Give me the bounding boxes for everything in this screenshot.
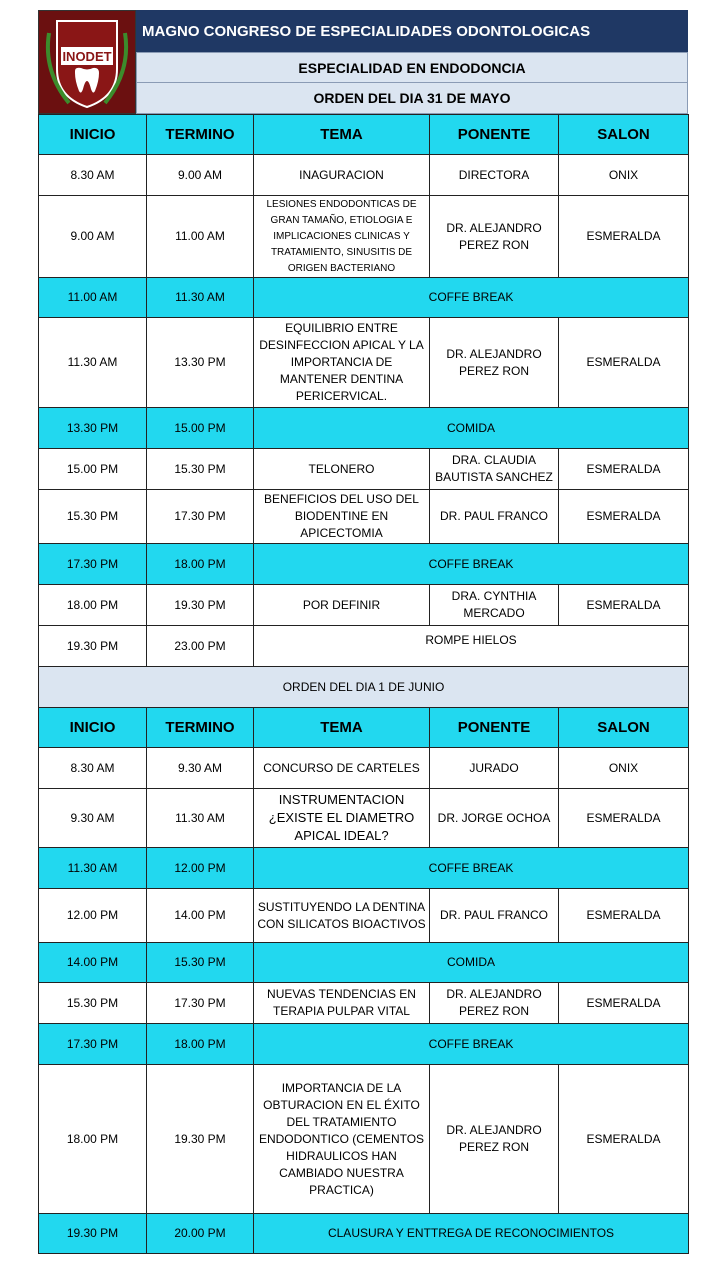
table-row <box>39 1065 689 1214</box>
start-time: 17.30 PM <box>39 1024 147 1065</box>
topic: INSTRUMENTACION ¿EXISTE EL DIAMETRO APICAL IDEAL? <box>254 789 430 848</box>
end-time: 18.00 PM <box>147 544 254 585</box>
topic: EQUILIBRIO ENTRE DESINFECCION APICAL Y LA IMPORTANCIA DE MANTENER DENTINA PERICERVICAL. <box>254 318 430 408</box>
table-row <box>39 585 689 626</box>
start-time: 17.30 PM <box>39 544 147 585</box>
end-time: 12.00 PM <box>147 848 254 889</box>
col-termino: TERMINO <box>147 115 254 155</box>
event-label: COFFE BREAK <box>254 848 689 889</box>
room: ESMERALDA <box>559 983 689 1024</box>
table-row <box>39 748 689 789</box>
break-row <box>39 1024 689 1065</box>
speaker: DR. PAUL FRANCO <box>430 490 559 544</box>
end-time: 18.00 PM <box>147 1024 254 1065</box>
topic: IMPORTANCIA DE LA OBTURACION EN EL ÉXITO DEL TRATAMIENTO ENDODONTICO (CEMENTOS HIDRAULICOS HAN CAMBIADO NUESTRA PRACTICA) <box>254 1065 430 1214</box>
topic: POR DEFINIR <box>254 585 430 626</box>
break-row <box>39 544 689 585</box>
break-row <box>39 943 689 983</box>
start-time: 11.30 AM <box>39 318 147 408</box>
inodet-logo <box>38 10 136 114</box>
column-header-row <box>39 708 689 748</box>
table-row <box>39 449 689 490</box>
room: ONIX <box>559 155 689 196</box>
topic: NUEVAS TENDENCIAS EN TERAPIA PULPAR VITAL <box>254 983 430 1024</box>
break-row <box>39 278 689 318</box>
end-time: 20.00 PM <box>147 1214 254 1254</box>
start-time: 9.30 AM <box>39 789 147 848</box>
break-row <box>39 848 689 889</box>
room: ESMERALDA <box>559 196 689 278</box>
start-time: 8.30 AM <box>39 155 147 196</box>
schedule-table <box>38 114 689 1254</box>
col-tema: TEMA <box>254 708 430 748</box>
end-time: 15.30 PM <box>147 943 254 983</box>
event-label: COFFE BREAK <box>254 1024 689 1065</box>
end-time: 19.30 PM <box>147 585 254 626</box>
end-time: 9.30 AM <box>147 748 254 789</box>
room: ESMERALDA <box>559 585 689 626</box>
topic: INAGURACION <box>254 155 430 196</box>
speaker: DR. ALEJANDRO PEREZ RON <box>430 318 559 408</box>
tooth-shield-icon <box>39 11 135 113</box>
table-row <box>39 196 689 278</box>
col-ponente: PONENTE <box>430 708 559 748</box>
logo-text: INODET <box>62 49 112 64</box>
event-label: COMIDA <box>254 408 689 449</box>
topic: SUSTITUYENDO LA DENTINA CON SILICATOS BIOACTIVOS <box>254 889 430 943</box>
start-time: 9.00 AM <box>39 196 147 278</box>
speaker: DIRECTORA <box>430 155 559 196</box>
table-row <box>39 789 689 848</box>
speaker: JURADO <box>430 748 559 789</box>
room: ESMERALDA <box>559 449 689 490</box>
break-row <box>39 1214 689 1254</box>
col-salon: SALON <box>559 708 689 748</box>
start-time: 15.30 PM <box>39 983 147 1024</box>
speaker: DR. JORGE OCHOA <box>430 789 559 848</box>
end-time: 23.00 PM <box>147 626 254 667</box>
event-label: COFFE BREAK <box>254 278 689 318</box>
speaker: DR. ALEJANDRO PEREZ RON <box>430 1065 559 1214</box>
speaker: DR. ALEJANDRO PEREZ RON <box>430 196 559 278</box>
col-termino: TERMINO <box>147 708 254 748</box>
room: ESMERALDA <box>559 789 689 848</box>
column-header-row <box>39 115 689 155</box>
event-label: COMIDA <box>254 943 689 983</box>
congress-title: MAGNO CONGRESO DE ESPECIALIDADES ODONTOLOGICAS <box>136 10 688 52</box>
end-time: 9.00 AM <box>147 155 254 196</box>
break-row <box>39 408 689 449</box>
col-inicio: INICIO <box>39 115 147 155</box>
specialty-title: ESPECIALIDAD EN ENDODONCIA <box>136 52 688 83</box>
col-tema: TEMA <box>254 115 430 155</box>
start-time: 11.30 AM <box>39 848 147 889</box>
section-row <box>39 667 689 708</box>
table-row <box>39 490 689 544</box>
event-label: CLAUSURA Y ENTTREGA DE RECONOCIMIENTOS <box>254 1214 689 1254</box>
table-row <box>39 983 689 1024</box>
room: ONIX <box>559 748 689 789</box>
topic: CONCURSO DE CARTELES <box>254 748 430 789</box>
event-label: COFFE BREAK <box>254 544 689 585</box>
table-row <box>39 889 689 943</box>
col-ponente: PONENTE <box>430 115 559 155</box>
room: ESMERALDA <box>559 1065 689 1214</box>
start-time: 18.00 PM <box>39 585 147 626</box>
start-time: 19.30 PM <box>39 626 147 667</box>
start-time: 8.30 AM <box>39 748 147 789</box>
speaker: DR. ALEJANDRO PEREZ RON <box>430 983 559 1024</box>
start-time: 11.00 AM <box>39 278 147 318</box>
start-time: 13.30 PM <box>39 408 147 449</box>
room: ESMERALDA <box>559 490 689 544</box>
table-row <box>39 626 689 667</box>
start-time: 15.30 PM <box>39 490 147 544</box>
topic: BENEFICIOS DEL USO DEL BIODENTINE EN APICECTOMIA <box>254 490 430 544</box>
end-time: 15.30 PM <box>147 449 254 490</box>
start-time: 12.00 PM <box>39 889 147 943</box>
end-time: 15.00 PM <box>147 408 254 449</box>
start-time: 15.00 PM <box>39 449 147 490</box>
speaker: DRA. CLAUDIA BAUTISTA SANCHEZ <box>430 449 559 490</box>
day2-title: ORDEN DEL DIA 1 DE JUNIO <box>39 667 689 708</box>
end-time: 11.30 AM <box>147 278 254 318</box>
start-time: 18.00 PM <box>39 1065 147 1214</box>
col-salon: SALON <box>559 115 689 155</box>
day1-title: ORDEN DEL DIA 31 DE MAYO <box>136 83 688 114</box>
start-time: 19.30 PM <box>39 1214 147 1254</box>
col-inicio: INICIO <box>39 708 147 748</box>
event-label: ROMPE HIELOS <box>254 626 689 667</box>
topic: LESIONES ENDODONTICAS DE GRAN TAMAÑO, ETIOLOGIA E IMPLICACIONES CLINICAS Y TRATAMIENTO, SINUSITIS DE ORIGEN BACTERIANO <box>254 196 430 278</box>
speaker: DR. PAUL FRANCO <box>430 889 559 943</box>
end-time: 13.30 PM <box>147 318 254 408</box>
end-time: 11.30 AM <box>147 789 254 848</box>
end-time: 17.30 PM <box>147 983 254 1024</box>
room: ESMERALDA <box>559 318 689 408</box>
end-time: 11.00 AM <box>147 196 254 278</box>
room: ESMERALDA <box>559 889 689 943</box>
table-row <box>39 155 689 196</box>
speaker: DRA. CYNTHIA MERCADO <box>430 585 559 626</box>
end-time: 17.30 PM <box>147 490 254 544</box>
end-time: 19.30 PM <box>147 1065 254 1214</box>
end-time: 14.00 PM <box>147 889 254 943</box>
table-row <box>39 318 689 408</box>
topic: TELONERO <box>254 449 430 490</box>
start-time: 14.00 PM <box>39 943 147 983</box>
